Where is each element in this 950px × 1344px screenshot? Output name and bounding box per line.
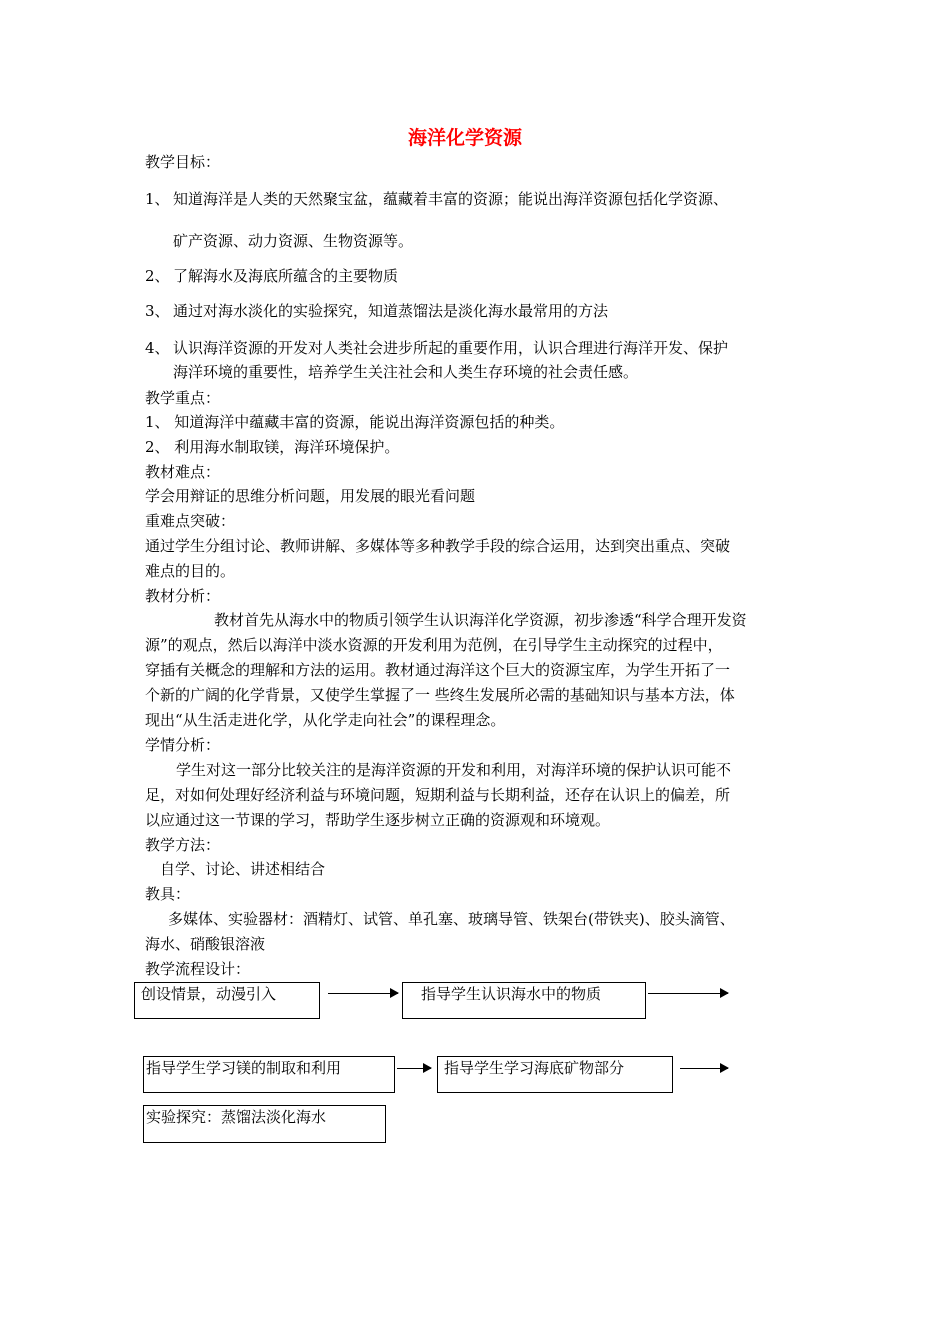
objective-number: 2、 — [145, 267, 170, 285]
key-point-item: 2、 利用海水制取镁，海洋环境保护。 — [145, 438, 400, 456]
textbook-analysis-text: 现出“从生活走进化学，从化学走向社会”的课程理念。 — [145, 711, 506, 729]
breakthrough-text: 难点的目的。 — [145, 562, 236, 580]
objective-number: 1、 — [145, 190, 170, 208]
breakthrough-text: 通过学生分组讨论、教师讲解、多媒体等多种教学手段的综合运用，达到突出重点、突破 — [145, 537, 731, 555]
student-analysis-text: 学生对这一部分比较关注的是海洋资源的开发和利用，对海洋环境的保护认识可能不 — [176, 761, 732, 779]
tools-text: 海水、硝酸银溶液 — [145, 935, 266, 953]
textbook-analysis-text: 教材首先从海水中的物质引领学生认识海洋化学资源，初步渗透“科学合理开发资 — [214, 611, 747, 629]
flow-step-box — [143, 1056, 395, 1093]
tools-text: 多媒体、实验器材：酒精灯、试管、单孔塞、玻璃导管、铁架台(带铁夹)、胶头滴管、 — [168, 910, 735, 928]
key-points-heading: 教学重点： — [145, 389, 221, 407]
flow-step-label: 指导学生学习海底矿物部分 — [444, 1059, 625, 1077]
flow-step-label: 指导学生学习镁的制取和利用 — [146, 1059, 342, 1077]
textbook-analysis-text: 穿插有关概念的理解和方法的运用。教材通过海洋这个巨大的资源宝库，为学生开拓了一 — [145, 661, 731, 679]
objective-text: 知道海洋是人类的天然聚宝盆，蕴藏着丰富的资源；能说出海洋资源包括化学资源、 — [173, 190, 729, 208]
difficulty-text: 学会用辩证的思维分析问题，用发展的眼光看问题 — [145, 487, 476, 505]
flow-step-label: 创设情景，动漫引入 — [141, 985, 277, 1003]
flow-arrow — [328, 993, 398, 994]
objective-text: 通过对海水淡化的实验探究，知道蒸馏法是淡化海水最常用的方法 — [173, 302, 609, 320]
textbook-analysis-text: 源”的观点，然后以海洋中淡水资源的开发利用为范例，在引导学生主动探究的过程中， — [145, 636, 723, 654]
methods-text: 自学、讨论、讲述相结合 — [160, 860, 326, 878]
tools-heading: 教具： — [145, 885, 191, 903]
key-point-item: 1、 知道海洋中蕴藏丰富的资源，能说出海洋资源包括的种类。 — [145, 413, 565, 431]
student-analysis-heading: 学情分析： — [145, 736, 221, 754]
flow-step-label: 指导学生认识海水中的物质 — [421, 985, 602, 1003]
objective-number: 4、 — [145, 339, 170, 357]
methods-heading: 教学方法： — [145, 836, 221, 854]
objectives-heading: 教学目标： — [145, 153, 221, 171]
flow-step-box — [402, 982, 646, 1019]
objective-text: 海洋环境的重要性，培养学生关注社会和人类生存环境的社会责任感。 — [173, 363, 639, 381]
flow-step-label: 实验探究：蒸馏法淡化海水 — [146, 1108, 327, 1126]
page-title: 海洋化学资源 — [408, 127, 523, 149]
student-analysis-text: 以应通过这一节课的学习，帮助学生逐步树立正确的资源观和环境观。 — [145, 811, 611, 829]
flow-arrow — [680, 1068, 728, 1069]
flow-arrow — [397, 1068, 431, 1069]
objective-text: 矿产资源、动力资源、生物资源等。 — [173, 232, 414, 250]
objective-text: 了解海水及海底所蕴含的主要物质 — [173, 267, 399, 285]
flow-arrow — [648, 993, 728, 994]
student-analysis-text: 足，对如何处理好经济利益与环境问题，短期利益与长期利益，还存在认识上的偏差，所 — [145, 786, 731, 804]
flow-step-box — [437, 1056, 673, 1093]
objective-text: 认识海洋资源的开发对人类社会进步所起的重要作用，认识合理进行海洋开发、保护 — [173, 339, 729, 357]
flow-step-box — [143, 1105, 386, 1143]
breakthrough-heading: 重难点突破： — [145, 512, 236, 530]
difficulty-heading: 教材难点： — [145, 463, 221, 481]
textbook-analysis-heading: 教材分析： — [145, 587, 221, 605]
flow-step-box — [134, 982, 320, 1019]
flow-heading: 教学流程设计： — [145, 960, 251, 978]
objective-number: 3、 — [145, 302, 170, 320]
textbook-analysis-text: 个新的广阔的化学背景，又使学生掌握了一 些终生发展所必需的基础知识与基本方法，体 — [145, 686, 735, 704]
